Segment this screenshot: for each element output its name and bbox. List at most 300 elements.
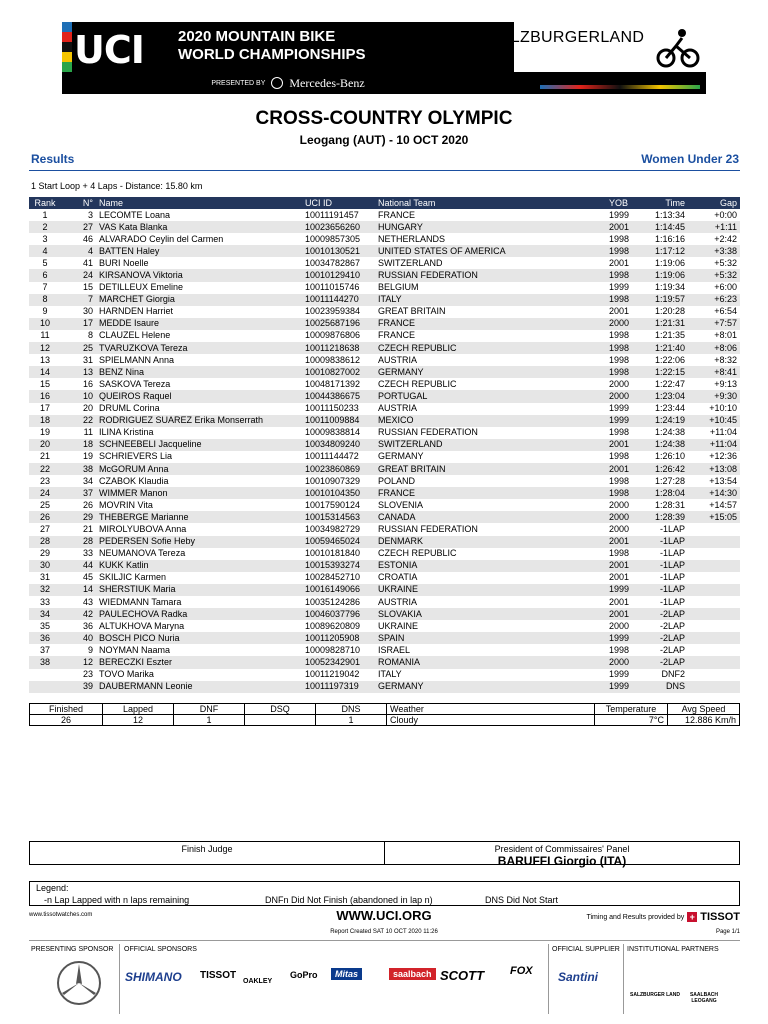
uci-id-cell: 10016149066 xyxy=(302,584,375,596)
rainbow-line xyxy=(540,85,700,89)
table-row xyxy=(29,499,740,511)
table-row xyxy=(29,342,740,354)
yob-cell: 1998 xyxy=(606,487,636,499)
rank-cell: 16 xyxy=(29,390,61,402)
national-team-cell: GREAT BRITAIN xyxy=(378,306,446,317)
uci-id-cell: 10015314563 xyxy=(302,511,375,523)
rank-cell: 37 xyxy=(39,644,50,655)
bib-number-cell: 14 xyxy=(61,584,96,596)
national-team-cell: FRANCE xyxy=(375,318,606,330)
rank-cell: 35 xyxy=(39,620,50,631)
bib-number-cell: 46 xyxy=(82,233,93,244)
uci-id-cell: 10011015746 xyxy=(305,282,360,293)
finish-judge: Finish Judge xyxy=(30,842,385,864)
gap-cell: +15:05 xyxy=(688,511,740,523)
bib-number-cell: 4 xyxy=(61,245,96,257)
mitas-logo: Mitas xyxy=(331,968,362,980)
uci-id-cell: 10034782867 xyxy=(305,257,361,268)
national-team-cell: AUSTRIA xyxy=(378,403,418,414)
table-row xyxy=(29,330,740,342)
uci-website-link[interactable]: WWW.UCI.ORG xyxy=(336,908,432,923)
national-team-cell: GERMANY xyxy=(375,681,606,693)
uci-id-cell: 10009857305 xyxy=(305,233,361,244)
category-label: Women Under 23 xyxy=(641,152,739,166)
sponsor-separator xyxy=(548,944,549,1014)
national-team-cell: ROMANIA xyxy=(375,656,606,668)
table-row xyxy=(29,294,740,306)
summary-dsq xyxy=(245,715,316,726)
yob-cell: 1998 xyxy=(606,245,636,257)
distance-info: 1 Start Loop + 4 Laps - Distance: 15.80 km xyxy=(31,181,203,191)
uci-id-cell: 10010907329 xyxy=(305,475,361,486)
national-team-cell: CANADA xyxy=(375,511,606,523)
time-cell: 1:27:28 xyxy=(654,475,685,486)
gap-cell: +11:04 xyxy=(709,427,737,438)
gap-cell xyxy=(688,548,740,560)
athlete-name-cell: ALVARADO Ceylin del Carmen xyxy=(99,233,224,244)
national-team-cell: ITALY xyxy=(378,669,402,680)
time-cell: 1:28:31 xyxy=(654,499,685,510)
table-row xyxy=(29,209,740,221)
gap-cell: +9:13 xyxy=(714,378,737,389)
athlete-name-cell: KUKK Katlin xyxy=(96,560,302,572)
table-row xyxy=(29,620,740,632)
uci-id-cell: 10052342901 xyxy=(302,656,375,668)
athlete-name-cell: SCHRIEVERS Lia xyxy=(99,451,173,462)
header-time: Time xyxy=(636,197,688,209)
uci-id-cell: 10023860869 xyxy=(302,463,375,475)
time-cell: 1:28:04 xyxy=(636,487,688,499)
uci-id-cell: 10011191457 xyxy=(305,209,359,220)
table-row xyxy=(29,536,740,548)
table-row xyxy=(29,257,740,269)
national-team-cell: SLOVENIA xyxy=(378,499,424,510)
national-team-cell: UKRAINE xyxy=(378,620,419,631)
tissot-website-link[interactable]: www.tissotwatches.com xyxy=(29,912,93,918)
yob-cell: 2001 xyxy=(609,572,630,583)
rank-cell: 20 xyxy=(29,439,61,451)
rank-cell: 15 xyxy=(39,378,50,389)
time-cell: 1:19:06 xyxy=(654,257,685,268)
yob-cell: 2001 xyxy=(609,306,630,317)
gap-cell: +6:00 xyxy=(714,282,737,293)
time-cell: 1:19:06 xyxy=(636,269,688,281)
yob-cell: 1998 xyxy=(609,548,630,559)
header-number: N° xyxy=(61,197,96,209)
table-row xyxy=(29,572,740,584)
gap-cell: +13:54 xyxy=(709,475,737,486)
yob-cell: 1999 xyxy=(609,209,630,220)
table-row xyxy=(29,415,740,427)
venue-name: LEOGANG-SALZBURGERLAND AUSTRIA xyxy=(402,29,645,65)
bib-number-cell: 9 xyxy=(87,644,93,655)
tissot-logo: TISSOT xyxy=(200,970,237,981)
athlete-name-cell: DRUML Corina xyxy=(99,403,160,414)
header-yob: YOB xyxy=(606,197,636,209)
table-row xyxy=(29,487,740,499)
bib-number-cell: 21 xyxy=(82,523,93,534)
gap-cell: +8:01 xyxy=(714,330,737,341)
table-row xyxy=(29,669,740,681)
time-cell: -1LAP xyxy=(659,596,685,607)
bib-number-cell: 34 xyxy=(82,475,93,486)
national-team-cell: CZECH REPUBLIC xyxy=(375,342,606,354)
time-cell: 1:16:16 xyxy=(654,233,685,244)
uci-id-cell: 10028452710 xyxy=(305,572,361,583)
time-cell: 1:21:35 xyxy=(654,330,685,341)
athlete-name-cell: BOSCH PICO Nuria xyxy=(96,632,302,644)
summary-header-avg-speed: Avg Speed xyxy=(668,704,740,715)
yob-cell: 2001 xyxy=(606,536,636,548)
time-cell: 1:24:19 xyxy=(636,415,688,427)
uci-id-cell: 10046037796 xyxy=(302,608,375,620)
gap-cell: +8:41 xyxy=(688,366,740,378)
rank-cell: 36 xyxy=(29,632,61,644)
national-team-cell: NETHERLANDS xyxy=(378,233,446,244)
summary-weather: Cloudy xyxy=(387,715,595,726)
rainbow-stripe xyxy=(62,22,72,72)
bib-number-cell: 40 xyxy=(61,632,96,644)
summary-header-temperature: Temperature xyxy=(595,704,668,715)
uci-id-cell: 10048171392 xyxy=(305,378,361,389)
national-team-cell: GERMANY xyxy=(378,451,424,462)
national-team-cell: POLAND xyxy=(378,475,416,486)
time-cell: -1LAP xyxy=(636,584,688,596)
uci-id-cell: 10010104350 xyxy=(302,487,375,499)
uci-id-cell: 10034982729 xyxy=(305,523,361,534)
yob-cell: 1998 xyxy=(609,427,630,438)
gap-cell xyxy=(688,632,740,644)
national-team-cell: AUSTRIA xyxy=(378,596,418,607)
rank-cell: 4 xyxy=(29,245,61,257)
time-cell: 1:26:10 xyxy=(654,451,685,462)
bib-number-cell: 7 xyxy=(61,294,96,306)
national-team-cell: GERMANY xyxy=(375,366,606,378)
time-cell: 1:21:31 xyxy=(636,318,688,330)
oakley-logo: OAKLEY xyxy=(243,978,273,985)
official-sponsors-label: OFFICIAL SPONSORS xyxy=(124,946,197,953)
rank-cell: 28 xyxy=(29,536,61,548)
time-cell: 1:23:04 xyxy=(636,390,688,402)
gap-cell: +11:04 xyxy=(688,439,740,451)
national-team-cell: PORTUGAL xyxy=(375,390,606,402)
uci-id-cell: 10010129410 xyxy=(302,269,375,281)
table-row xyxy=(29,221,740,233)
table-row xyxy=(29,439,740,451)
time-cell: -1LAP xyxy=(636,560,688,572)
bib-number-cell: 36 xyxy=(82,620,93,631)
yob-cell: 1999 xyxy=(609,403,630,414)
bib-number-cell: 15 xyxy=(82,282,93,293)
bib-number-cell: 26 xyxy=(82,499,93,510)
table-row xyxy=(29,282,740,294)
legend-item: DNS Did Not Start xyxy=(485,895,559,905)
results-table xyxy=(29,197,740,693)
legend-title: Legend: xyxy=(36,883,69,893)
rank-cell: 5 xyxy=(42,257,48,268)
rank-cell: 7 xyxy=(42,282,48,293)
presenting-sponsor-label: PRESENTING SPONSOR xyxy=(31,946,114,953)
president-commissaires: President of Commissaires' Panel BARUFFI Giorgio (ITA) xyxy=(385,842,739,864)
summary-header-lapped: Lapped xyxy=(103,704,174,715)
yob-cell: 1998 xyxy=(606,269,636,281)
yob-cell: 1998 xyxy=(609,475,630,486)
athlete-name-cell: TVARUZKOVA Tereza xyxy=(96,342,302,354)
legend-item: -n Lap Lapped with n laps remaining xyxy=(44,895,190,905)
summary-header-dns: DNS xyxy=(316,704,387,715)
yob-cell: 2001 xyxy=(609,596,630,607)
time-cell: 1:28:39 xyxy=(636,511,688,523)
rank-cell: 8 xyxy=(29,294,61,306)
table-row xyxy=(29,608,740,620)
athlete-name-cell: RODRIGUEZ SUAREZ Erika Monserrath xyxy=(96,415,302,427)
rank-cell: 2 xyxy=(29,221,61,233)
time-cell: 1:24:38 xyxy=(654,427,685,438)
gap-cell: +10:45 xyxy=(688,415,740,427)
header-rank: Rank xyxy=(29,197,61,209)
table-row xyxy=(29,427,740,439)
summary-header-dnf: DNF xyxy=(174,704,245,715)
table-row xyxy=(29,233,740,245)
time-cell: 1:22:47 xyxy=(654,378,685,389)
table-row xyxy=(29,523,740,535)
athlete-name-cell: SCHNEEBELI Jacqueline xyxy=(96,439,302,451)
bib-number-cell: 24 xyxy=(61,269,96,281)
legend-box xyxy=(29,881,740,906)
bib-number-cell: 20 xyxy=(82,403,93,414)
event-title: CROSS-COUNTRY OLYMPIC xyxy=(255,108,513,129)
yob-cell: 2000 xyxy=(609,499,630,510)
athlete-name-cell: SHERSTIUK Maria xyxy=(96,584,302,596)
time-cell: DNS xyxy=(636,681,688,693)
bib-number-cell: 31 xyxy=(82,354,93,365)
rank-cell: 24 xyxy=(29,487,61,499)
uci-id-cell: 10010181840 xyxy=(305,548,361,559)
yob-cell: 2000 xyxy=(606,656,636,668)
saalbach-logo: saalbach xyxy=(389,968,436,980)
table-row xyxy=(29,378,740,390)
mercedes-star-icon xyxy=(271,77,283,89)
national-team-cell: GREAT BRITAIN xyxy=(375,463,606,475)
yob-cell: 2000 xyxy=(606,511,636,523)
table-row xyxy=(29,451,740,463)
rank-cell: 22 xyxy=(29,463,61,475)
national-team-cell: UNITED STATES OF AMERICA xyxy=(375,245,606,257)
time-cell: -2LAP xyxy=(659,620,685,631)
header-national-team: National Team xyxy=(375,197,606,209)
rank-cell: 31 xyxy=(39,572,50,583)
rank-cell: 32 xyxy=(29,584,61,596)
time-cell: 1:21:40 xyxy=(636,342,688,354)
time-cell: 1:26:42 xyxy=(636,463,688,475)
table-row xyxy=(29,511,740,523)
national-team-cell: DENMARK xyxy=(375,536,606,548)
gap-cell: +3:38 xyxy=(688,245,740,257)
gap-cell: +5:32 xyxy=(714,257,737,268)
report-created: Report Created SAT 10 OCT 2020 11:26 xyxy=(330,929,438,935)
table-row xyxy=(29,354,740,366)
yob-cell: 2001 xyxy=(606,463,636,475)
athlete-name-cell: WIMMER Manon xyxy=(96,487,302,499)
bib-number-cell: 27 xyxy=(61,221,96,233)
timing-credit: Timing and Results provided by + TISSOT xyxy=(586,911,740,923)
rank-cell: 21 xyxy=(39,451,50,462)
shimano-logo: SHIMANO xyxy=(125,970,182,984)
bib-number-cell: 41 xyxy=(82,257,93,268)
rank-cell: 3 xyxy=(42,233,48,244)
rank-cell: 33 xyxy=(39,596,50,607)
time-cell: -1LAP xyxy=(659,572,685,583)
athlete-name-cell: DAUBERMANN Leonie xyxy=(96,681,302,693)
gap-cell: +8:06 xyxy=(688,342,740,354)
uci-id-cell: 10035124286 xyxy=(305,596,361,607)
gap-cell xyxy=(688,596,740,608)
bib-number-cell: 28 xyxy=(61,536,96,548)
athlete-name-cell: TOVO Marika xyxy=(99,669,154,680)
uci-id-cell: 10009828710 xyxy=(305,644,361,655)
yob-cell: 1998 xyxy=(606,342,636,354)
table-row xyxy=(29,306,740,318)
rank-cell: 30 xyxy=(29,560,61,572)
rank-cell: 29 xyxy=(39,548,50,559)
national-team-cell: SLOVAKIA xyxy=(375,608,606,620)
gap-cell: +14:30 xyxy=(688,487,740,499)
bib-number-cell: 3 xyxy=(87,209,93,220)
rank-cell: 14 xyxy=(29,366,61,378)
uci-id-cell: 10015393274 xyxy=(302,560,375,572)
uci-id-cell: 10009838612 xyxy=(305,354,361,365)
rank-cell: 18 xyxy=(29,415,61,427)
uci-id-cell: 10034809240 xyxy=(302,439,375,451)
national-team-cell: RUSSIAN FEDERATION xyxy=(378,523,478,534)
rank-cell: 34 xyxy=(29,608,61,620)
national-team-cell: SWITZERLAND xyxy=(375,439,606,451)
athlete-name-cell: THEBERGE Marianne xyxy=(96,511,302,523)
uci-id-cell: 10044386675 xyxy=(302,390,375,402)
time-cell: 1:22:15 xyxy=(636,366,688,378)
header-name: Name xyxy=(96,197,302,209)
scott-logo: SCOTT xyxy=(440,968,485,983)
mercedes-benz-logo xyxy=(56,960,102,1006)
yob-cell: 1999 xyxy=(606,681,636,693)
uci-id-cell: 10025687196 xyxy=(302,318,375,330)
section-label: Results xyxy=(31,152,75,166)
bib-number-cell: 37 xyxy=(61,487,96,499)
uci-id-cell: 10017590124 xyxy=(305,499,361,510)
athlete-name-cell: SKILJIC Karmen xyxy=(99,572,167,583)
uci-id-cell: 10023959384 xyxy=(305,306,361,317)
rank-cell: 12 xyxy=(29,342,61,354)
summary-values xyxy=(30,715,740,726)
table-row xyxy=(29,560,740,572)
institutional-partners-label: INSTITUTIONAL PARTNERS xyxy=(627,946,719,953)
athlete-name-cell: ALTUKHOVA Maryna xyxy=(99,620,185,631)
table-row xyxy=(29,475,740,487)
bib-number-cell: 29 xyxy=(61,511,96,523)
bib-number-cell: 11 xyxy=(83,427,93,438)
gap-cell xyxy=(688,536,740,548)
table-header xyxy=(29,197,740,209)
gap-cell: +1:11 xyxy=(688,221,740,233)
summary-avg-speed: 12.886 Km/h xyxy=(668,715,740,726)
national-team-cell: ITALY xyxy=(375,294,606,306)
national-team-cell: ISRAEL xyxy=(378,644,411,655)
saalbach-leogang-logo: SAALBACH LEOGANG xyxy=(689,992,719,1004)
time-cell: -2LAP xyxy=(636,656,688,668)
table-row xyxy=(29,269,740,281)
yob-cell: 2000 xyxy=(606,390,636,402)
national-team-cell: CZECH REPUBLIC xyxy=(378,378,457,389)
bib-number-cell: 23 xyxy=(82,669,93,680)
fox-logo: FOX xyxy=(510,965,533,977)
athlete-name-cell: CLAUZEL Helene xyxy=(99,330,171,341)
rank-cell: 25 xyxy=(39,499,50,510)
uci-id-cell: 10010130521 xyxy=(302,245,375,257)
rank-cell xyxy=(29,681,61,693)
national-team-cell: CROATIA xyxy=(378,572,418,583)
bib-number-cell: 42 xyxy=(61,608,96,620)
athlete-name-cell: MIROLYUBOVA Anna xyxy=(99,523,187,534)
national-team-cell: RUSSIAN FEDERATION xyxy=(375,269,606,281)
athlete-name-cell: ILINA Kristina xyxy=(99,427,154,438)
bib-number-cell: 12 xyxy=(61,656,96,668)
uci-id-cell: 10009876806 xyxy=(305,330,361,341)
athlete-name-cell: BERECZKI Eszter xyxy=(96,656,302,668)
summary-header-weather: Weather xyxy=(387,704,595,715)
gap-cell: +2:42 xyxy=(714,233,737,244)
yob-cell: 1999 xyxy=(606,632,636,644)
gap-cell: +9:30 xyxy=(688,390,740,402)
time-cell: 1:14:45 xyxy=(636,221,688,233)
yob-cell: 1998 xyxy=(609,451,630,462)
table-row xyxy=(29,681,740,693)
table-row xyxy=(29,596,740,608)
time-cell: -1LAP xyxy=(636,536,688,548)
salzburgerland-logo: SALZBURGER LAND xyxy=(630,992,680,998)
uci-logo: UCI xyxy=(74,28,144,72)
santini-logo: Santini xyxy=(558,970,599,984)
athlete-name-cell: PEDERSEN Sofie Heby xyxy=(96,536,302,548)
rank-cell: 13 xyxy=(39,354,50,365)
gap-cell: +0:00 xyxy=(714,209,737,220)
gap-cell xyxy=(688,523,740,535)
summary-header xyxy=(30,704,740,715)
yob-cell: 2001 xyxy=(606,221,636,233)
uci-id-cell: 10011150233 xyxy=(305,403,359,414)
sponsor-separator xyxy=(623,944,624,1014)
uci-id-cell: 10011144472 xyxy=(305,451,359,462)
uci-id-cell: 10023656260 xyxy=(302,221,375,233)
athlete-name-cell: NOYMAN Naama xyxy=(99,644,171,655)
rank-cell: 26 xyxy=(29,511,61,523)
summary-header-finished: Finished xyxy=(30,704,103,715)
time-cell: 1:19:34 xyxy=(654,282,685,293)
rank-cell: 27 xyxy=(39,523,50,534)
time-cell: 1:20:28 xyxy=(654,306,685,317)
table-row xyxy=(29,656,740,668)
sponsor-separator xyxy=(119,944,120,1014)
gap-cell xyxy=(688,560,740,572)
table-row xyxy=(29,632,740,644)
gap-cell: +5:32 xyxy=(688,269,740,281)
national-team-cell: ESTONIA xyxy=(375,560,606,572)
yob-cell: 1999 xyxy=(609,282,630,293)
yob-cell: 1998 xyxy=(609,644,630,655)
summary-header-dsq: DSQ xyxy=(245,704,316,715)
bib-number-cell: 17 xyxy=(61,318,96,330)
summary-table xyxy=(29,703,740,726)
gap-cell xyxy=(688,644,740,656)
